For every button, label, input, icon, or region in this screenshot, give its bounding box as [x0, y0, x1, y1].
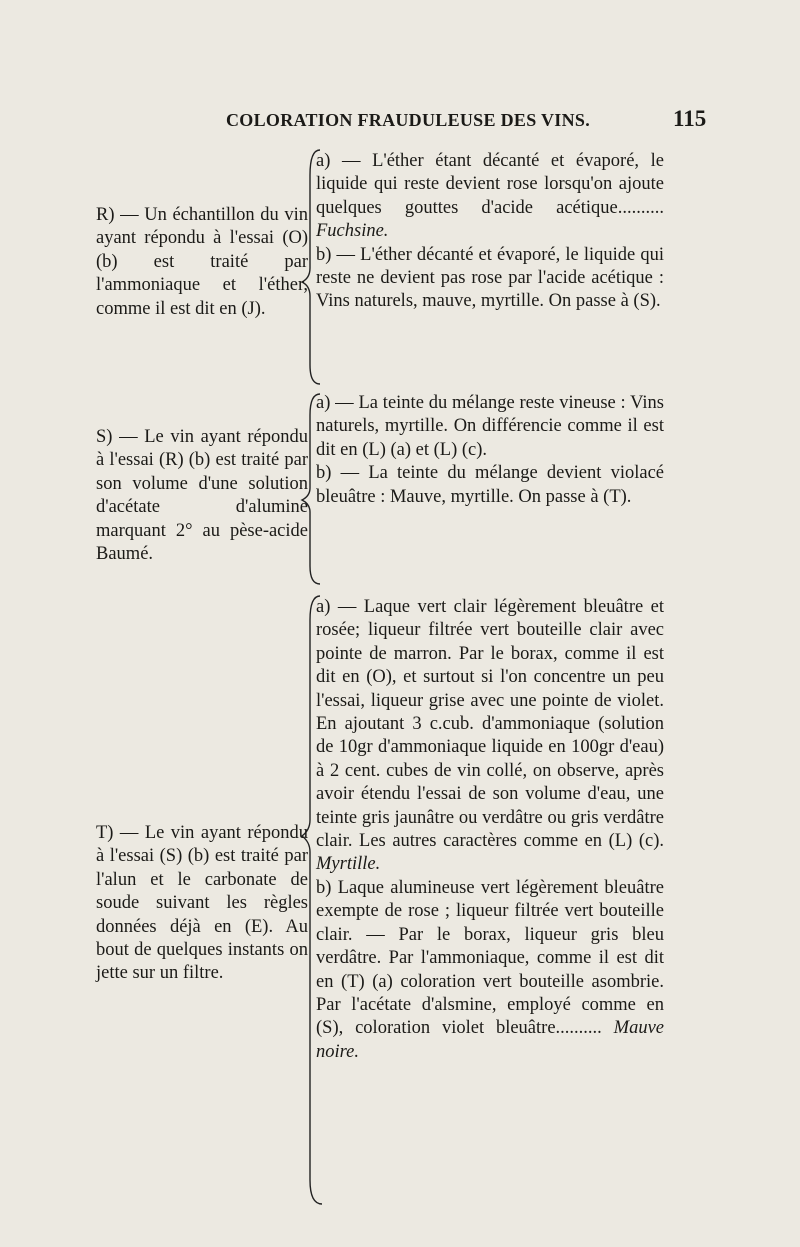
entry-r-outcome-b: b) — L'éther décanté et évaporé, le liquide qui reste ne devient pas rose par l'acide acétique : Vins naturels, mauve, myrtille. On passe à (S). — [316, 244, 664, 312]
entry-t-outcomes — [316, 596, 664, 1064]
running-head — [0, 106, 800, 136]
entry-r-condition-text: R) — Un échantillon du vin ayant répondu à l'essai (O) (b) est traité par l'ammoniaque et l'éther, comme il est dit en (J). — [96, 205, 308, 319]
entry-r-outcome-a — [316, 150, 664, 244]
entry-t-outcome-b — [316, 877, 664, 1064]
page-header-title: COLORATION FRAUDULEUSE DES VINS. — [226, 110, 591, 130]
entry-s-outcomes — [316, 392, 664, 509]
entry-s-condition — [96, 426, 308, 566]
entry-r-condition — [96, 204, 308, 321]
entry-t-outcome-b-result: Mauve noire. — [316, 1018, 665, 1062]
entry-t-outcome-a-text: a) — Laque vert clair légèrement bleuâtre et rosée; liqueur filtrée vert bouteille clair avec pointe de marron. Par le borax, comme il est dit en (O), et surtout si l'on concentre un peu l'essai, liqueur grise avec une pointe de violet. En ajoutant 3 c.cub. d'ammoniaque (solution de 10gr d'ammoniaque liquide en 100gr d'eau) à 2 cent. cubes de vin collé, on observe, après avoir étendu l'essai de son volume d'eau, une teinte gris jaunâtre ou verdâtre ou gris verdâtre clair. Les autres caractères comme en (L) (c). — [316, 597, 664, 852]
entry-s-condition-text: S) — Le vin ayant répondu à l'essai (R) (b) est traité par son volume d'une solution d'acétate d'alumine marquant 2° au pèse-acide Baumé. — [96, 427, 308, 565]
entry-t-outcome-b-text: b) Laque alumineuse vert légèrement bleuâtre exempte de rose ; liqueur filtrée vert bouteille clair. — Par le borax, liqueur gris bleu verdâtre. Par l'ammoniaque, comme il est dit en (T) (a) coloration vert bouteille asombrie. Par l'acétate d'alsmine, employé comme en (S), coloration violet bleuâtre.......... — [316, 877, 664, 1039]
entry-t-condition-text: T) — Le vin ayant répondu à l'essai (S) (b) est traité par l'alun et le carbonate de soude suivant les règles données déjà en (E). Au bout de quelques instants on jette sur un filtre. — [96, 823, 308, 984]
page-number: 115 — [673, 106, 707, 131]
entry-s-outcome-b: b) — La teinte du mélange devient violacé bleuâtre : Mauve, myrtille. On passe à (T). — [316, 463, 664, 507]
entry-s-outcome-a: a) — La teinte du mélange reste vineuse : Vins naturels, myrtille. On différencie comme il est dit en (L) (a) et (L) (c). — [316, 393, 664, 460]
entry-r-outcome-a-text: a) — L'éther étant décanté et évaporé, le liquide qui reste devient rose lorsqu'on ajoute quelques gouttes d'acide acétique.......... — [316, 151, 664, 218]
entry-t-outcome-a-result: Myrtille. — [316, 854, 381, 875]
entry-r-outcome-a-result: Fuchsine. — [316, 221, 389, 242]
entry-t-outcome-a — [316, 596, 664, 877]
entry-r-outcomes — [316, 150, 664, 314]
entry-t-condition — [96, 822, 308, 986]
